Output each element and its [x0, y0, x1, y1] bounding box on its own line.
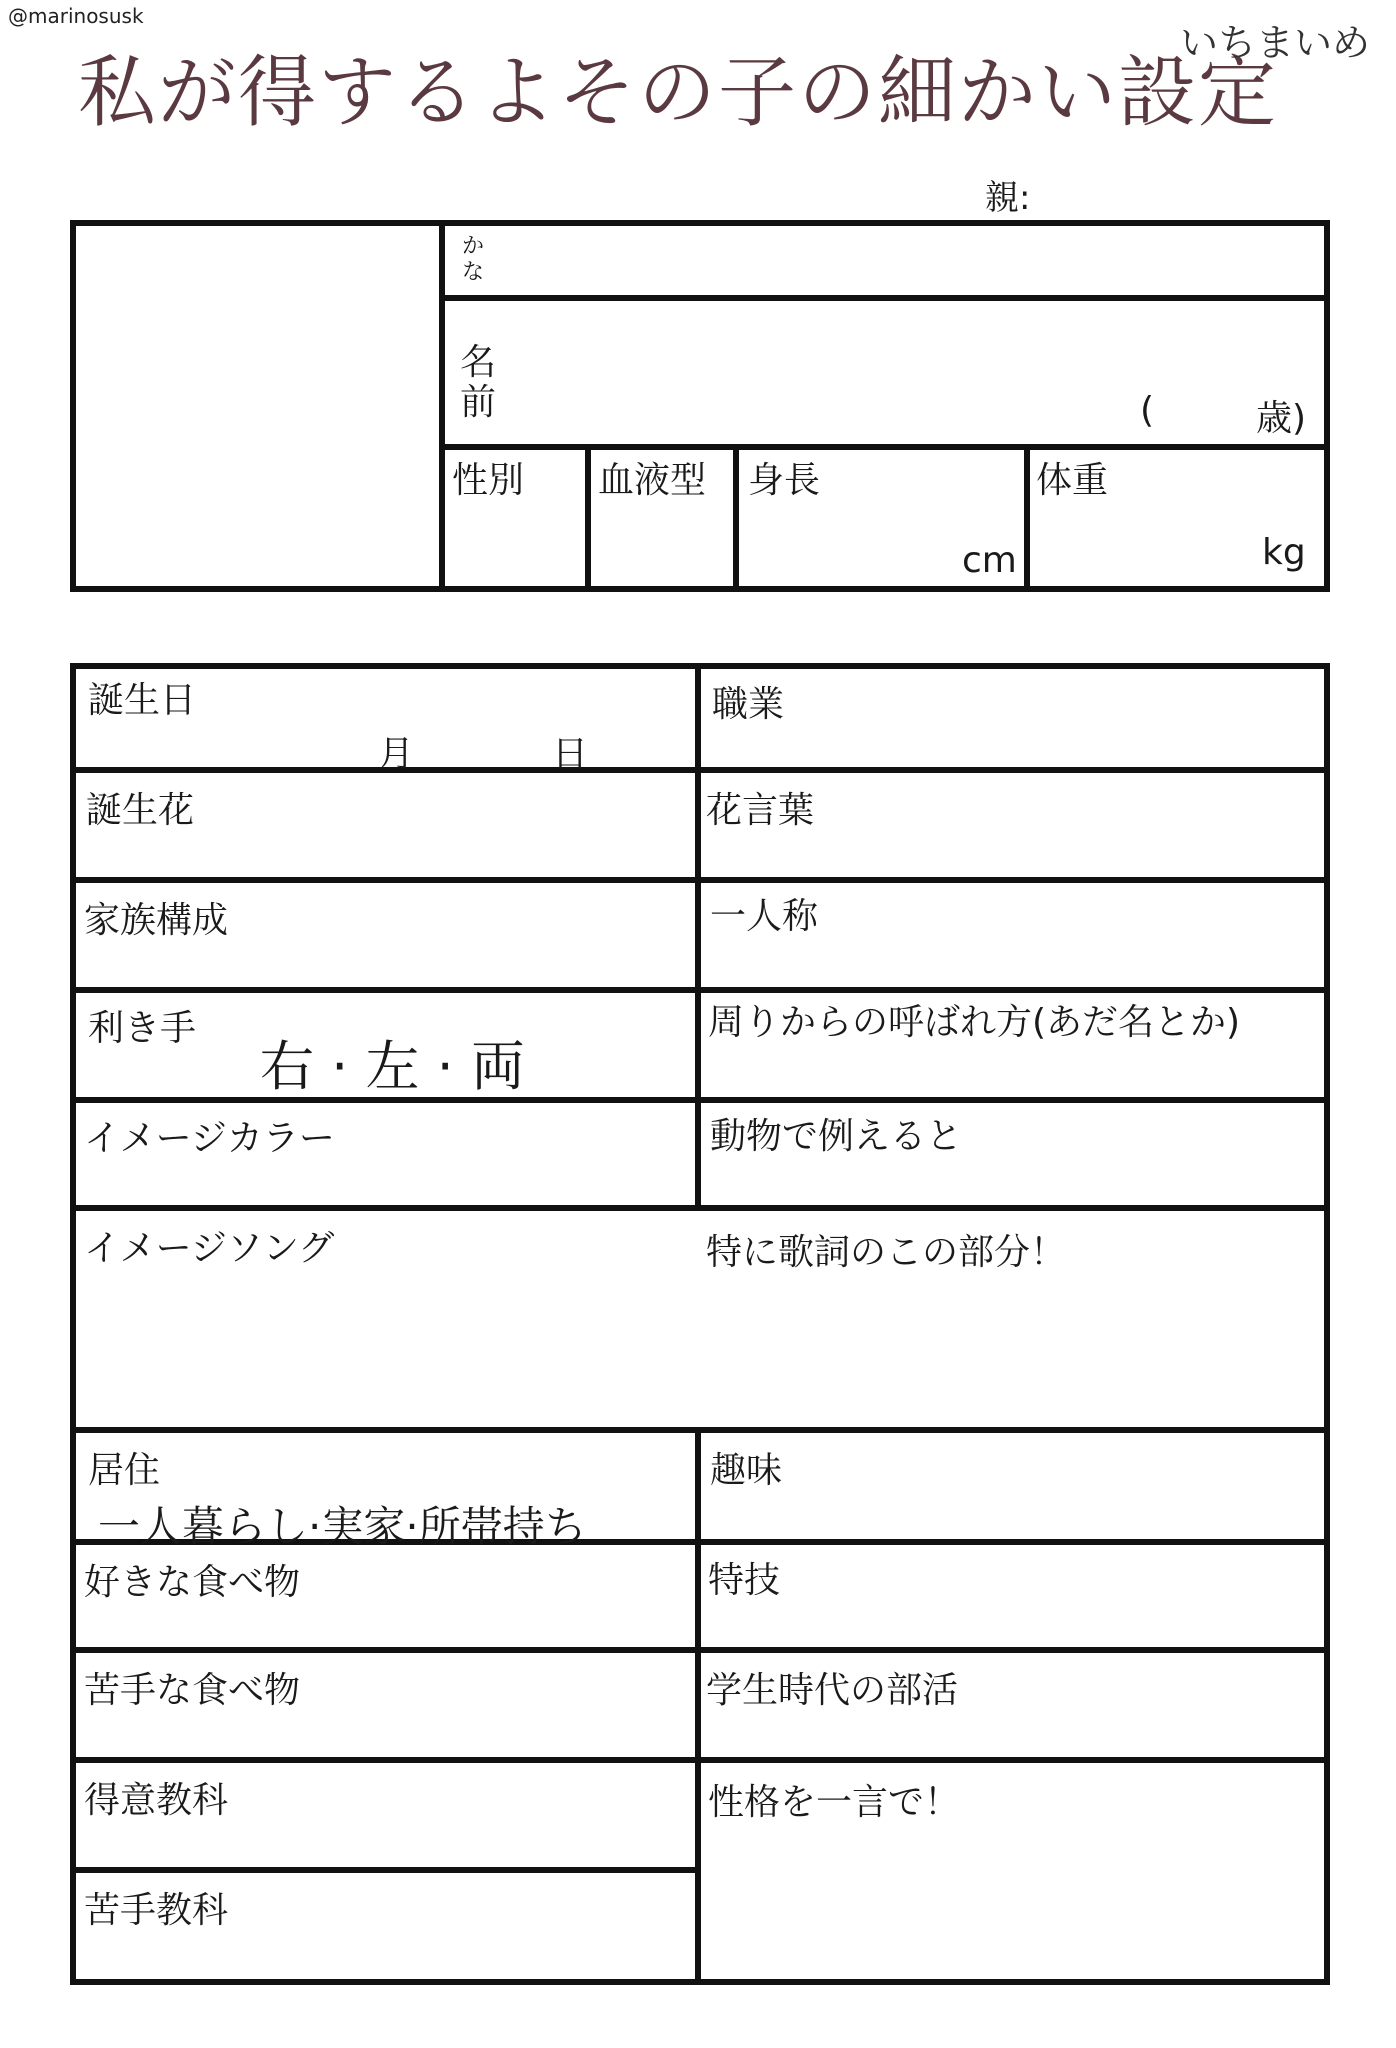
- occupation-label: 職業: [712, 684, 785, 725]
- photo-area[interactable]: [70, 220, 445, 592]
- blood-type-label: 血液型: [598, 460, 707, 501]
- weight-unit: kg: [1262, 532, 1306, 573]
- personality-label: 性格を一言で！: [708, 1782, 961, 1823]
- name-label-top: 名: [460, 342, 497, 383]
- disliked-food-label: 苦手な食べ物: [84, 1670, 301, 1711]
- row-divider: [70, 1205, 1330, 1211]
- good-subject-label: 得意教科: [84, 1780, 229, 1821]
- residence-label: 居住: [88, 1450, 161, 1491]
- gender-divider: [585, 447, 591, 592]
- age-unit: 歳): [1256, 398, 1307, 439]
- height-unit: cm: [962, 540, 1017, 581]
- details-divider-upper: [695, 663, 701, 1208]
- birthday-month: 月: [378, 734, 415, 775]
- row-divider: [70, 767, 1330, 773]
- family-label: 家族構成: [84, 900, 229, 941]
- page-title: 私が得するよその子の細かい設定: [78, 48, 1279, 138]
- height-divider: [1024, 447, 1030, 592]
- lyrics-label: 特に歌詞のこの部分！: [706, 1232, 1067, 1273]
- height-label: 身長: [748, 460, 821, 501]
- row-divider: [70, 877, 1330, 883]
- row-divider: [70, 987, 1330, 993]
- page-label: いちまいめ: [1180, 21, 1371, 65]
- kana-label: かな: [462, 234, 485, 285]
- hobby-label: 趣味: [710, 1450, 783, 1491]
- club-label: 学生時代の部活: [706, 1670, 959, 1711]
- details-divider-lower: [695, 1430, 701, 1985]
- age-open: (: [1140, 390, 1155, 431]
- row-divider: [70, 1427, 1330, 1433]
- fav-food-label: 好きな食べ物: [84, 1562, 301, 1603]
- birth-flower-label: 誕生花: [86, 790, 195, 831]
- kana-divider: [442, 295, 1330, 301]
- row-divider: [70, 1647, 1330, 1653]
- skill-label: 特技: [708, 1560, 781, 1601]
- parent-label: 親:: [985, 178, 1031, 218]
- birthday-day: 日: [552, 734, 589, 775]
- first-person-label: 一人称: [710, 896, 819, 937]
- name-label-bottom: 前: [460, 382, 497, 423]
- name-divider: [442, 444, 1330, 450]
- credit-handle: @marinosusk: [8, 4, 144, 28]
- birthday-label: 誕生日: [88, 680, 197, 721]
- animal-label: 動物で例えると: [710, 1116, 963, 1157]
- row-divider-left: [70, 1867, 698, 1873]
- gender-label: 性別: [452, 460, 525, 501]
- weight-label: 体重: [1036, 460, 1109, 501]
- bad-subject-label: 苦手教科: [84, 1890, 229, 1931]
- row-divider: [70, 1757, 1330, 1763]
- hand-options[interactable]: 右 · 左 · 両: [260, 1035, 525, 1098]
- row-divider: [70, 1097, 1330, 1103]
- handedness-label: 利き手: [88, 1008, 197, 1049]
- blood-divider: [733, 447, 739, 592]
- nickname-label: 周りからの呼ばれ方(あだ名とか): [708, 1002, 1241, 1043]
- flower-language-label: 花言葉: [706, 790, 815, 831]
- residence-options[interactable]: 一人暮らし·実家·所帯持ち: [98, 1502, 587, 1551]
- image-color-label: イメージカラー: [84, 1118, 335, 1159]
- image-song-label: イメージソング: [84, 1228, 335, 1269]
